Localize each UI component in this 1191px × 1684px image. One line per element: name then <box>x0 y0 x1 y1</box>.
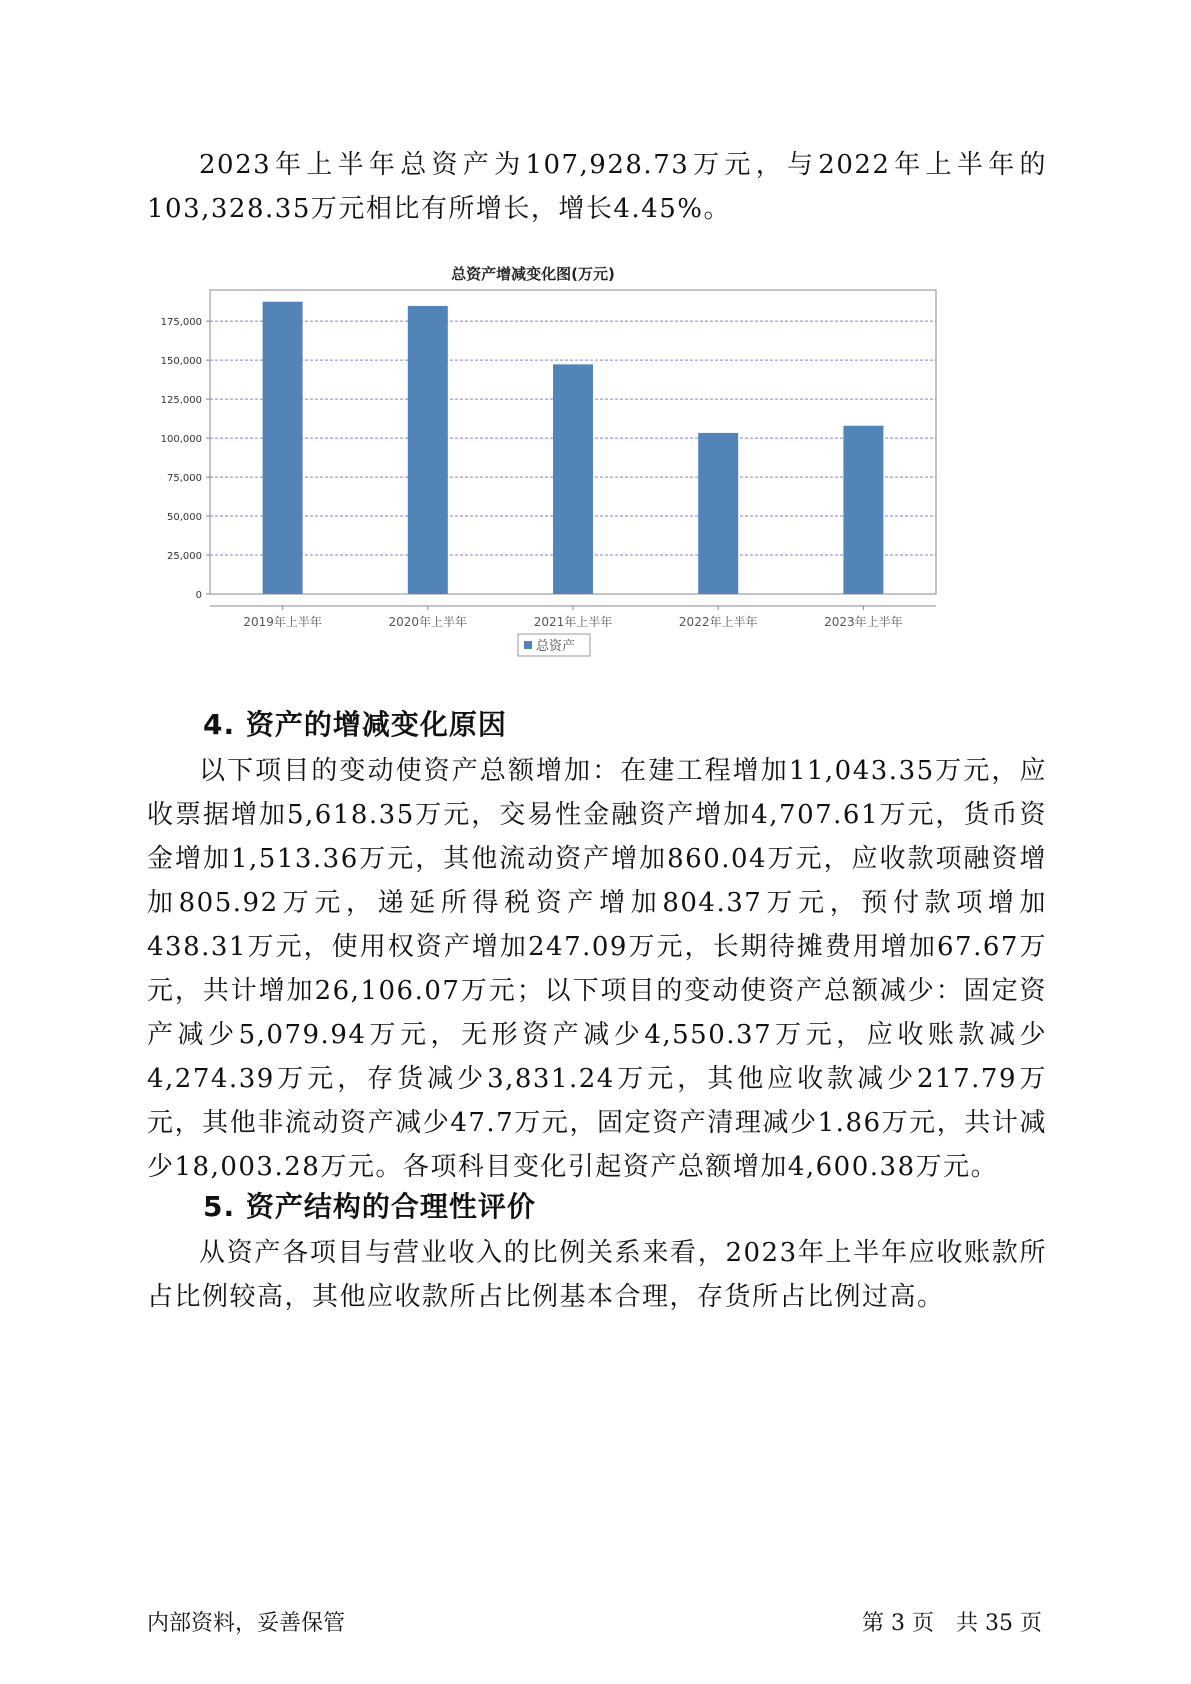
x-tick-label: 2023年上半年 <box>824 615 903 629</box>
y-tick-label: 125,000 <box>160 395 202 407</box>
bar <box>263 302 303 594</box>
y-tick-label: 75,000 <box>167 473 202 485</box>
bar <box>408 306 448 594</box>
y-tick-label: 150,000 <box>160 356 202 368</box>
legend-label: 总资产 <box>536 639 576 654</box>
x-tick-label: 2022年上半年 <box>678 615 758 629</box>
chart-title: 总资产增减变化图(万元) <box>451 265 615 284</box>
bar <box>698 433 738 594</box>
bar-chart <box>140 262 1020 722</box>
x-tick-label: 2019年上半年 <box>243 615 322 629</box>
x-tick-label: 2021年上半年 <box>533 615 613 629</box>
bar <box>843 426 883 594</box>
total-assets-chart <box>140 262 1020 722</box>
y-tick-label: 50,000 <box>167 512 202 524</box>
x-tick-label: 2020年上半年 <box>388 615 468 629</box>
section-4-paragraph: 以下项目的变动使资产总额增加：在建工程增加11,043.35万元，应收票据增加5,618.35万元，交易性金融资产增加4,707.61万元，货币资金增加1,513.36万元，其他流动资产增加860.04万元，应收款项融资增加805.92万元，递延所得税资产增加804.37万元，预付款项增加438.31万元，使用权资产增加247.09万元，长期待摊费用增加67.67万元，共计增加26,106.07万元；以下项目的变动使资产总额减少：固定资产减少5,079.94万元，无形资产减少4,550.37万元，应收账款减少4,274.39万元，存货减少3,831.24万元，其他应收款减少217.79万元，其他非流动资产减少47.7万元，固定资产清理减少1.86万元，共计减少18,003.28万元。各项科目变化引起资产总额增加4,600.38万元。 <box>147 756 1047 1182</box>
section-4-heading: 4. 资产的增减变化原因 <box>203 708 507 741</box>
intro-paragraph: 2023年上半年总资产为107,928.73万元，与2022年上半年的103,328.35万元相比有所增长，增长4.45%。 <box>147 150 1047 224</box>
footer-page-number: 第 3 页 共 35 页 <box>862 1611 1042 1636</box>
section-5-heading: 5. 资产结构的合理性评价 <box>203 1190 536 1223</box>
section-5-paragraph: 从资产各项目与营业收入的比例关系来看，2023年上半年应收账款所占比例较高，其他应收款所占比例基本合理，存货所占比例过高。 <box>147 1238 1047 1312</box>
y-tick-label: 25,000 <box>167 551 202 563</box>
y-tick-label: 100,000 <box>160 434 202 446</box>
legend-swatch <box>524 641 532 649</box>
y-tick-label: 0 <box>195 590 202 601</box>
footer-confidential-note: 内部资料，妥善保管 <box>147 1611 346 1636</box>
y-tick-label: 175,000 <box>160 317 202 329</box>
bar <box>553 364 593 594</box>
